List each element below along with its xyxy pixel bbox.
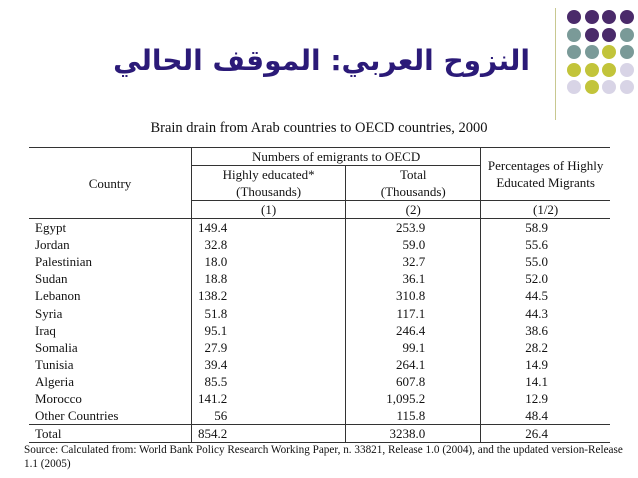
decor-dot — [567, 63, 581, 77]
row-total: 310.8 — [346, 287, 481, 304]
decor-dot — [620, 63, 634, 77]
row-highly-educated: 39.4 — [192, 356, 346, 373]
header-total — [346, 166, 481, 201]
table-row — [29, 219, 610, 237]
header-group-emigrants: Numbers of emigrants to OECD — [192, 148, 481, 166]
row-pct: 14.1 — [481, 373, 610, 390]
table-row — [29, 373, 610, 390]
source-note: Source: Calculated from: World Bank Policy Research Working Paper, n. 33821, Release 1.0 (2004), and the updated version-Release 1.1 (2005) — [24, 444, 623, 470]
header-index-3: (1/2) — [481, 201, 610, 219]
table-body — [29, 219, 610, 425]
table-row — [29, 304, 610, 321]
table-row — [29, 390, 610, 407]
table-row — [29, 270, 610, 287]
row-total: 32.7 — [346, 253, 481, 270]
table-row — [29, 407, 610, 425]
row-highly-educated: 51.8 — [192, 304, 346, 321]
header-highly-educated-line2: (Thousands) — [236, 184, 302, 199]
header-highly-educated — [192, 166, 346, 201]
row-highly-educated: 56 — [192, 407, 346, 425]
header-percentages — [481, 148, 610, 201]
row-total: 115.8 — [346, 407, 481, 425]
row-highly-educated: 18.0 — [192, 253, 346, 270]
header-total-line1: Total — [399, 167, 427, 182]
header-total-line2: (Thousands) — [380, 184, 446, 199]
row-country: Other Countries — [35, 408, 119, 424]
header-index-2: (2) — [346, 201, 481, 219]
decor-dot — [585, 80, 599, 94]
row-pct: 28.2 — [481, 339, 610, 356]
row-country: Iraq — [35, 322, 56, 338]
row-country: Morocco — [35, 390, 82, 406]
row-pct: 38.6 — [481, 322, 610, 339]
row-country: Sudan — [35, 271, 68, 287]
header-country: Country — [88, 175, 132, 191]
decorative-divider-line — [555, 8, 556, 120]
brain-drain-table — [29, 147, 610, 443]
row-country: Algeria — [35, 373, 74, 389]
row-highly-educated: 85.5 — [192, 373, 346, 390]
row-pct: 44.5 — [481, 287, 610, 304]
row-highly-educated: 141.2 — [192, 390, 346, 407]
decor-dot — [567, 10, 581, 24]
decor-dot — [620, 45, 634, 59]
decor-dot — [602, 28, 616, 42]
decor-dot — [585, 63, 599, 77]
total-row-label: Total — [35, 426, 62, 442]
table-row — [29, 253, 610, 270]
decor-dot — [585, 45, 599, 59]
total-row-pct: 26.4 — [481, 425, 610, 443]
row-pct: 14.9 — [481, 356, 610, 373]
row-country: Syria — [35, 305, 63, 321]
row-total: 1,095.2 — [346, 390, 481, 407]
row-country: Jordan — [35, 237, 70, 253]
row-highly-educated: 18.8 — [192, 270, 346, 287]
row-country: Egypt — [35, 220, 67, 236]
decor-dot — [602, 45, 616, 59]
table-row — [29, 322, 610, 339]
row-country: Tunisia — [35, 356, 74, 372]
decor-dot — [602, 80, 616, 94]
decor-dot — [620, 10, 634, 24]
row-total: 99.1 — [346, 339, 481, 356]
row-total: 59.0 — [346, 236, 481, 253]
row-highly-educated: 95.1 — [192, 322, 346, 339]
table-row — [29, 339, 610, 356]
row-pct: 44.3 — [481, 304, 610, 321]
header-highly-educated-line1: Highly educated* — [222, 167, 315, 182]
row-total: 117.1 — [346, 304, 481, 321]
row-country: Palestinian — [35, 254, 93, 270]
total-row-highly-educated: 854.2 — [192, 425, 346, 443]
row-total: 607.8 — [346, 373, 481, 390]
decor-dot — [620, 28, 634, 42]
total-row-total: 3238.0 — [346, 425, 481, 443]
decor-dot — [585, 10, 599, 24]
decor-dot — [585, 28, 599, 42]
table-row — [29, 356, 610, 373]
row-total: 246.4 — [346, 322, 481, 339]
decor-dot — [602, 10, 616, 24]
header-percentages-line1: Percentages of Highly — [487, 158, 604, 173]
decor-dot — [602, 63, 616, 77]
row-pct: 55.6 — [481, 236, 610, 253]
row-highly-educated: 149.4 — [192, 219, 346, 237]
table-row — [29, 287, 610, 304]
row-total: 264.1 — [346, 356, 481, 373]
table-row — [29, 236, 610, 253]
row-country: Lebanon — [35, 288, 81, 304]
header-index-1: (1) — [192, 201, 346, 219]
row-total: 36.1 — [346, 270, 481, 287]
decor-dot — [620, 80, 634, 94]
row-country: Somalia — [35, 339, 78, 355]
header-percentages-line2: Educated Migrants — [496, 175, 595, 190]
row-pct: 55.0 — [481, 253, 610, 270]
table-caption: Brain drain from Arab countries to OECD countries, 2000 — [150, 120, 488, 136]
decor-dot — [567, 80, 581, 94]
decor-dot — [567, 45, 581, 59]
row-pct: 58.9 — [481, 219, 610, 237]
row-pct: 48.4 — [481, 407, 610, 425]
row-pct: 52.0 — [481, 270, 610, 287]
decor-dot — [567, 28, 581, 42]
slide-title: النزوح العربي: الموقف الحالي — [113, 44, 530, 77]
row-highly-educated: 27.9 — [192, 339, 346, 356]
row-pct: 12.9 — [481, 390, 610, 407]
row-total: 253.9 — [346, 219, 481, 237]
row-highly-educated: 32.8 — [192, 236, 346, 253]
row-highly-educated: 138.2 — [192, 287, 346, 304]
